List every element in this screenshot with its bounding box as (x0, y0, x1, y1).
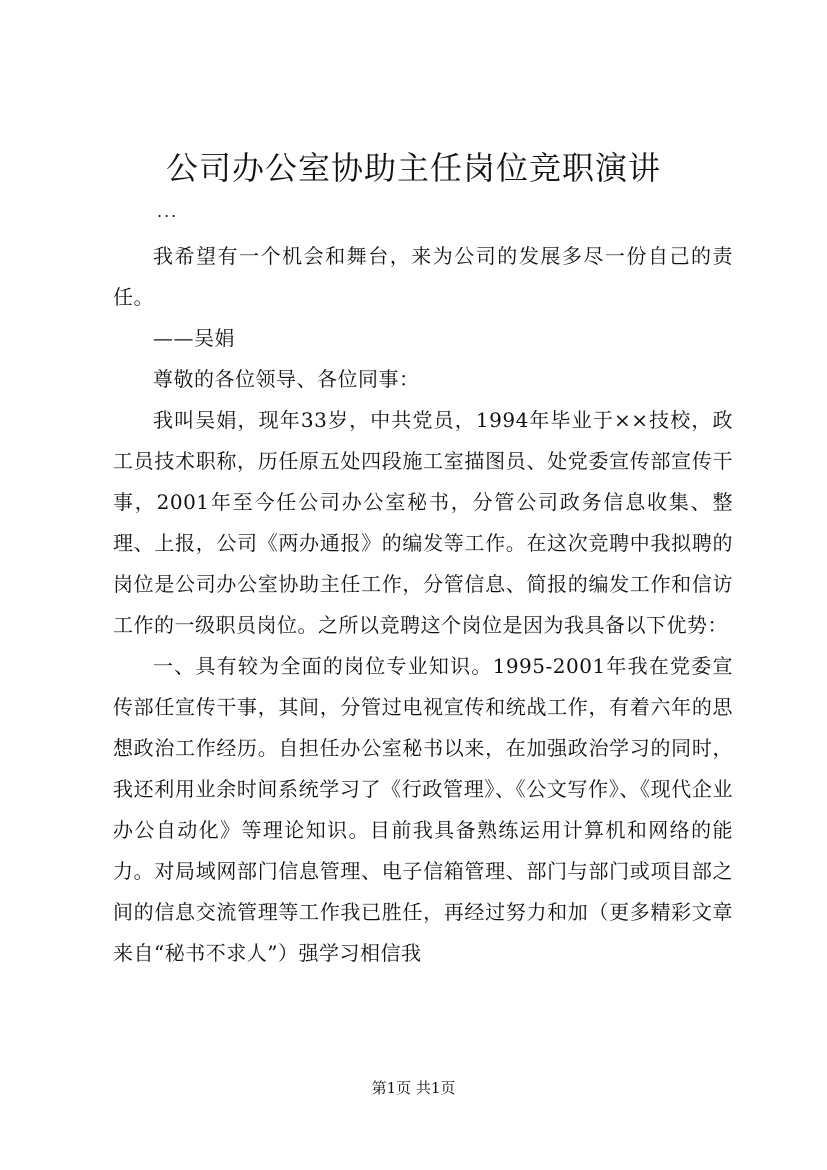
paragraph-intro-quote: 我希望有一个机会和舞台，来为公司的发展多尽一份自己的责任。 (113, 244, 733, 309)
paragraph-self-introduction: 我叫吴娟，现年33岁，中共党员，1994年毕业于××技校，政工员技术职称，历任原五处四段施工室描图员、处党委宣传部宣传干事，2001年至今任公司办公室秘书，分管公司政务信息收集、整理、上报，公司《两办通报》的编发等工作。在这次竞聘中我拟聘的岗位是公司办公室协助主任工作，分管信息、简报的编发工作和信访工作的一级职员岗位。之所以竞聘这个岗位是因为我具备以下优势： (113, 408, 733, 637)
paragraph-advantage-one: 一、具有较为全面的岗位专业知识。1995-2001年我在党委宣传部任宣传干事，其间，分管过电视宣传和统战工作，有着六年的思想政治工作经历。自担任办公室秘书以来，在加强政治学习的同时，我还利用业余时间系统学习了《行政管理》、《公文写作》、《现代企业办公自动化》等理论知识。目前我具备熟练运用计算机和网络的能力。对局域网部门信息管理、电子信箱管理、部门与部门或项目部之间的信息交流管理等工作我已胜任，再经过努力和加（更多精彩文章来自“秘书不求人”）强学习相信我 (113, 654, 733, 965)
document-title: 公司办公室协助主任岗位竞职演讲 (165, 149, 661, 187)
paragraph-salutation: 尊敬的各位领导、各位同事： (153, 367, 420, 391)
page-footer: 第1页 共1页 (371, 1079, 456, 1097)
paragraph-author: ——吴娟 (153, 326, 235, 350)
document-body (113, 236, 733, 974)
ellipsis-marker: ... (157, 202, 179, 221)
